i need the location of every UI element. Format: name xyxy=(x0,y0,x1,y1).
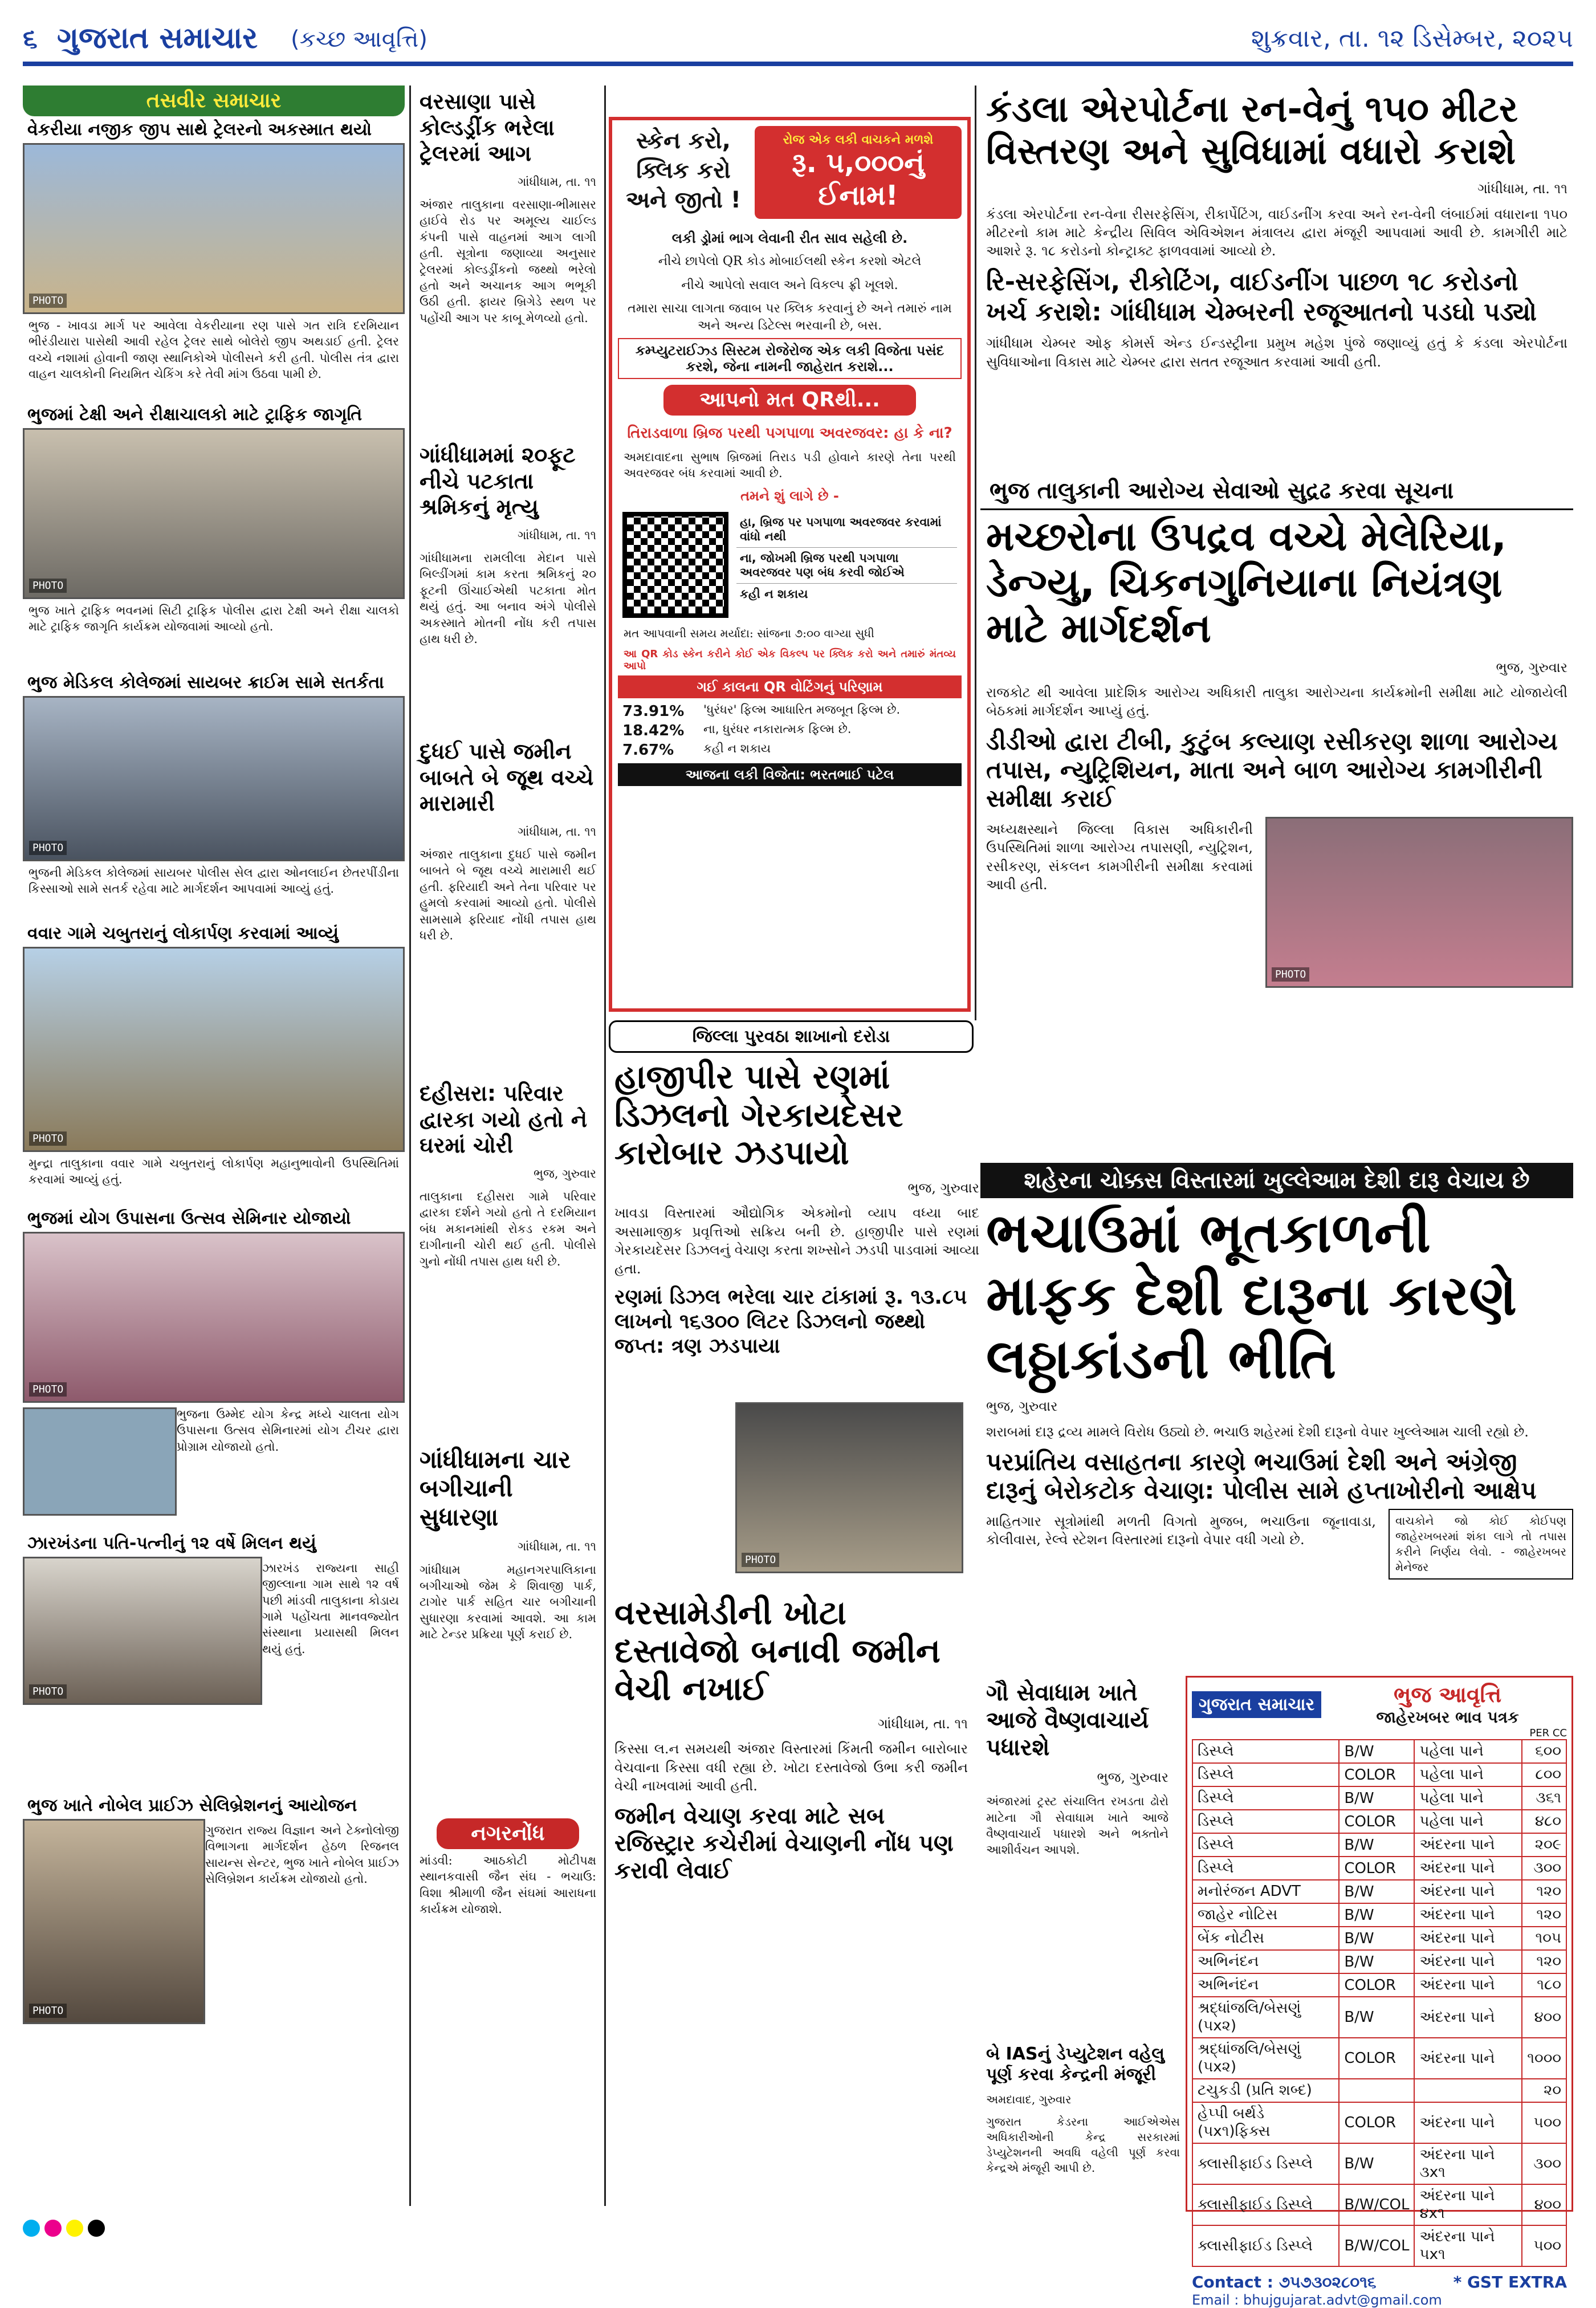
rate-price: ૨૦૯ xyxy=(1522,1833,1566,1857)
ad-rate-card xyxy=(1186,1676,1573,2308)
ias-dateline: અમદાવાદ, ગુરુવાર xyxy=(986,2093,1072,2106)
photo-story xyxy=(23,401,405,669)
rate-placement: અંદરના પાને xyxy=(1414,2038,1522,2079)
vote-option[interactable]: કહી ન શકાય xyxy=(740,587,808,601)
result-row xyxy=(622,703,957,720)
rate-price: ૧૨૦ xyxy=(1522,1903,1566,1927)
rate-price: ૫૦૦ xyxy=(1522,2225,1566,2266)
photo-story-caption: ઝારખંડ રાજ્યના સાહી જીલ્લાના ગામ સાથે ૧૨ વર્ષ પછી માંડવી તાલુકાના કોડાય ગામે પહોંચતા માનવજ્યોત સંસ્થાના પ્રયાસથી મિલન થયું હતું. xyxy=(262,1561,399,1656)
story-body: અંજાર તાલુકાના દુધઈ પાસે જમીન બાબતે બે જૂથ વચ્ચે મારામારી થઈ હતી. ફરિયાદી અને તેના પરિવાર પર હુમલો કરવામાં આવ્યો હતો. પોલીસે સામસામે ફરિયાદ નોંધી તપાસ હાથ ધરી છે. xyxy=(420,848,596,942)
rate-row xyxy=(1192,1763,1566,1786)
short-news-column xyxy=(414,86,602,2212)
rate-category: ક્લાસીફાઈડ ડિસ્પ્લે xyxy=(1192,2225,1339,2266)
chabutara-photo: PHOTO xyxy=(23,947,405,1152)
rate-row xyxy=(1192,1950,1566,1973)
diesel-body: ખાવડા વિસ્તારમાં ઔદ્યોગિક એકમોનો વ્યાપ વધ્યા બાદ અસામાજીક પ્રવૃત્તિઓ સક્રિય બની છે. હાજીપીર પાસે રણમાં ગેરકાયદેસર ડિઝલનું વેચાણ કરતા શખ્સોને ઝડપી પાડવામાં આવ્યા હતા. xyxy=(614,1205,979,1277)
health-dateline: ભુજ, ગુરુવાર xyxy=(1496,659,1567,675)
rate-placement: અંદરના પાને xyxy=(1414,1950,1522,1973)
prize-line: રોજ એક લકી વાચકને મળશે xyxy=(783,133,934,147)
contact-email[interactable]: bhujgujarat.advt@gmail.com xyxy=(1243,2292,1442,2308)
story-dateline: ગાંધીધામ, તા. ૧૧ xyxy=(517,1540,596,1554)
diesel-kicker: જિલ્લા પુરવઠા શાખાનો દરોડા xyxy=(609,1020,974,1053)
story-headline: દુધઈ પાસે જમીન બાબતે બે જૂથ વચ્ચે મારામારી xyxy=(420,739,594,816)
rate-category: ડિસ્પ્લે xyxy=(1192,1786,1339,1810)
rate-row xyxy=(1192,1927,1566,1950)
rate-placement: પહેલા પાને xyxy=(1414,1810,1522,1833)
story-headline: ગાંધીધામમાં ૨૦ફૂટ નીચે પટકાતા શ્રમિકનું મૃત્યુ xyxy=(420,442,576,520)
rate-placement: પહેલા પાને xyxy=(1414,1786,1522,1810)
gausevadham-headline: ગૌ સેવાધામ ખાતે આજે વૈષ્ણવાચાર્ય પધારશે xyxy=(986,1680,1149,1761)
rate-category: ડિસ્પ્લે xyxy=(1192,1833,1339,1857)
column-divider xyxy=(975,86,976,1020)
photo-story-title: ભુજ ખાતે નોબેલ પ્રાઈઝ સેલિબ્રેશનનું આયોજન xyxy=(27,1796,357,1816)
rate-type: B/W xyxy=(1339,2143,1414,2184)
qr-contest-box xyxy=(609,117,971,1012)
rate-price: ૧૦૫ xyxy=(1522,1927,1566,1950)
rate-category: ડિસ્પ્લે xyxy=(1192,1740,1339,1763)
paper-name: ગુજરાત સમાચાર xyxy=(57,21,258,55)
rate-type: B/W xyxy=(1339,1786,1414,1810)
result-text: ના, ધુરંધર નકારાત્મક ફિલ્મ છે. xyxy=(703,722,852,736)
reunion-photo: PHOTO xyxy=(23,1557,262,1705)
contact-label: Contact : xyxy=(1192,2273,1273,2291)
story-dateline: ભુજ, ગુરુવાર xyxy=(534,1166,596,1181)
story-headline: ગાંધીધામના ચાર બગીચાની સુધારણા xyxy=(420,1446,571,1531)
rate-category: ટચુકડી (પ્રતિ શબ્દ) xyxy=(1192,2079,1339,2102)
vote-note: આ QR કોડ સ્કેન કરીને કોઈ એક વિકલ્પ પર ક્લિક કરો અને તમારું મંતવ્ય આપો xyxy=(624,648,956,673)
photo-story-caption: મુન્દ્રા તાલુકાના વવાર ગામે ચબુતરાનું લોકાર્પણ મહાનુભાવોની ઉપસ્થિતિમાં કરવામાં આવ્યું હતું. xyxy=(28,1157,399,1187)
contest-step: નીચે છાપેલો QR કોડ મોબાઈલથી સ્કેન કરશો એટલે xyxy=(658,254,922,268)
vote-option[interactable]: હા, બ્રિજ પર પગપાળા અવરજવર કરવામાં વાંધો નથી xyxy=(736,512,957,548)
rate-placement xyxy=(1414,2079,1522,2102)
photo-story xyxy=(23,1530,405,1792)
rate-category: શ્રદ્ધાંજલિ/બેસણું (૫x૨) xyxy=(1192,2038,1339,2079)
news-story xyxy=(414,439,602,735)
story-body: ગાંધીધામ મહાનગરપાલિકાના બગીચાઓ જેમ કે શિવાજી પાર્ક, ટાગોર પાર્ક સહિત ચાર બગીચાની સુધારણા કરવામાં આવશે. આ કામ માટે ટેન્ડર પ્રક્રિયા પૂર્ણ કરાઈ છે. xyxy=(420,1562,596,1641)
rate-card-title: ભુજ આવૃત્તિ xyxy=(1393,1682,1502,1707)
photo-story-caption: ભુજ - ખાવડા માર્ગ પર આવેલા વેકરીયાના રણ પાસે ગત રાત્રિ દરમિયાન ભીરંડીયારા પાસેથી આવી રહેલ ટ્રેલર સાથે બોલેરો જીપ અથડાઈ હતી. ટ્રેલર વચ્ચે નશામાં હોવાની જાણ સ્થાનિકોએ પોલીસને કરી હતી. પોલીસ તંત્ર દ્વારા વાહન ચાલકોની નિયમિત ચેકિંગ કરે તેવી માંગ ઉઠવા પામી છે. xyxy=(28,319,399,381)
rate-table xyxy=(1192,1739,1567,2267)
rate-price: ૧૨૦ xyxy=(1522,1880,1566,1903)
news-story xyxy=(414,1442,602,1818)
rate-type: B/W xyxy=(1339,1903,1414,1927)
prize-amount: રૂ. ૫,૦૦૦નું ઈનામ! xyxy=(792,147,925,211)
rate-row xyxy=(1192,2079,1566,2102)
story-body: તાલુકાના દહીસરા ગામે પરિવાર દ્વારકા દર્શને ગયો હતો તે દરમિયાન બંધ મકાનમાંથી રોકડ રકમ અને દાગીનાની ચોરી થઈ હતી. પોલીસે ગુનો નોંધી તપાસ હાથ ધરી છે. xyxy=(420,1190,596,1268)
health-sub-headline: ડીડીઓ દ્વારા ટીબી, કુટુંબ કલ્યાણ રસીકરણ શાળા આરોગ્ય તપાસ, ન્યુટ્રિશિયન, માતા અને બાળ આરોગ્ય કામગીરીની સમીક્ષા કરાઈ xyxy=(986,727,1558,813)
story-dateline: ગાંધીધામ, તા. ૧૧ xyxy=(517,174,596,189)
contest-scan-text: સ્કેન કરો, ક્લિક કરો અને જીતો ! xyxy=(625,128,742,213)
kandla-dateline: ગાંધીધામ, તા. ૧૧ xyxy=(1477,181,1567,197)
prize-badge xyxy=(755,126,962,219)
rate-price: ૬૦૦ xyxy=(1522,1740,1566,1763)
bhachau-sub-headline: પરપ્રાંતિય વસાહતના કારણે ભચાઉમાં દેશી અને અંગ્રેજી દારૂનું બેરોકટોક વેચાણ: પોલીસ સામે હપ્તાખોરીનો આક્ષેપ xyxy=(986,1447,1537,1505)
question-head: તિરાડવાળા બ્રિજ પરથી પગપાળા અવરજવર: હા કે ના? xyxy=(627,424,952,442)
rate-type: B/W xyxy=(1339,1880,1414,1903)
result-text: 'ધુરંધર' ફિલ્મ આધારિત મજબૂત ફિલ્મ છે. xyxy=(703,703,901,717)
rate-placement: અંદરના પાને xyxy=(1414,1857,1522,1880)
rate-type: COLOR xyxy=(1339,1763,1414,1786)
nagarnondh-box xyxy=(414,1818,602,2138)
varsamedi-dateline: ગાંધીધામ, તા. ૧૧ xyxy=(878,1716,968,1732)
print-registration-marks xyxy=(23,2220,1573,2242)
story-body: અંજાર તાલુકાના વરસાણા-ભીમાસર હાઈવે રોડ પર અમૂલ્ય ચાઈલ્ડ કંપની પાસે વાહનમાં આગ લાગી હતી. સૂત્રોના જણાવ્યા અનુસાર ટ્રેલરમાં કોલ્ડડ્રીંકનો જથ્થો ભરેલો હતો અને અચાનક આગ ભભૂકી ઉઠી હતી. ફાયર બ્રિગેડે સ્થળ પર પહોંચી આગ પર કાબૂ મેળવ્યો હતો. xyxy=(420,198,596,325)
result-list xyxy=(618,698,962,763)
rate-placement: અંદરના પાને ૫x૧ xyxy=(1414,2225,1522,2266)
varsamedi-sub-headline: જમીન વેચાણ કરવા માટે સબ રજિસ્ટ્રાર કચેરીમાં વેચાણની નોંધ પણ કરાવી લેવાઈ xyxy=(614,1802,954,1884)
yoga-photo-small xyxy=(23,1407,177,1516)
rate-row xyxy=(1192,1857,1566,1880)
seminar-photo: PHOTO xyxy=(23,696,405,861)
photo-story xyxy=(23,116,405,401)
photo-story-title: ઝારખંડના પતિ-પત્નીનું ૧૨ વર્ષે મિલન થયું xyxy=(27,1533,316,1553)
story-headline: વરસાણા પાસે કોલ્ડડ્રીંક ભરેલા ટ્રેલરમાં આગ xyxy=(420,89,555,166)
column-divider xyxy=(409,86,411,2206)
rate-type: B/W/COL xyxy=(1339,2225,1414,2266)
rate-row xyxy=(1192,2038,1566,2079)
news-story xyxy=(414,1077,602,1442)
contest-step: તમારા સાચા લાગતા જવાબ પર ક્લિક કરવાનું છે અને તમારું નામ અને અન્ય ડિટેલ્સ ભરવાની છે, બસ. xyxy=(628,302,952,333)
masthead-rule xyxy=(23,62,1573,66)
gst-note: * GST EXTRA xyxy=(1453,2273,1567,2291)
rate-row xyxy=(1192,1903,1566,1927)
rate-category: હેપ્પી બર્થડે (૫x૧)ફિક્સ xyxy=(1192,2102,1339,2143)
rate-type: B/W xyxy=(1339,1740,1414,1763)
picture-news-column xyxy=(23,86,405,2212)
kandla-body: કંડલા એરપોર્ટના રન-વેના રીસરફેસિંગ, રીકાર્પેટિંગ, વાઈડનીંગ કરવા અને રન-વેની લંબાઈમાં વધારાના ૧૫૦ મીટરનો કામ માટે કેન્દ્રીય સિવિલ એવિએશન મંત્રાલય દ્વારા મંજૂરી આપવામાં આવી છે. કામગીરી માટે આશરે રૂ. ૧૮ કરોડનો કોન્ટ્રાક્ટ ફાળવવામાં આવ્યો છે. xyxy=(986,206,1567,259)
rate-price: ૨૦ xyxy=(1522,2079,1566,2102)
story-dateline: ગાંધીધામ, તા. ૧૧ xyxy=(517,824,596,838)
rate-placement: અંદરના પાને ૪x૧ xyxy=(1414,2184,1522,2225)
advertiser-notice: વાચકોને જો કોઈ કોઈપણ જાહેરખબરમાં શંકા લાગે તો તપાસ કરીને નિર્ણય લેવો. - જાહેરખબર મેનેજર xyxy=(1389,1509,1573,1580)
diesel-sub-headline: રણમાં ડિઝલ ભરેલા ચાર ટાંકામાં રૂ. ૧૩.૮૫ લાખનો ૧૬૩૦૦ લિટર ડિઝલનો જથ્થો જપ્ત: ત્રણ ઝડપાયા xyxy=(614,1285,967,1358)
nagarnondh-band: નગરનોંધ xyxy=(437,1818,579,1849)
ias-story xyxy=(980,2041,1186,2212)
rate-placement: અંદરના પાને xyxy=(1414,1833,1522,1857)
photo-story-caption: ભુજની મેડિકલ કોલેજમાં સાયબર પોલીસ સેલ દ્વારા ઓનલાઈન છેતરપીંડીના કિસ્સાઓ સામે સતર્ક રહેવા માટે માર્ગદર્શન આપવામાં આવ્યું હતું. xyxy=(28,866,399,896)
rate-card-brand: ગુજરાત સમાચાર xyxy=(1192,1691,1321,1718)
rate-placement: અંદરના પાને xyxy=(1414,1903,1522,1927)
bhachau-headline: ભચાઉમાં ભૂતકાળની માફક દેશી દારૂના કારણે લઠ્ઠાકાંડની ભીતિ xyxy=(986,1201,1517,1391)
health-body: રાજકોટ થી આવેલા પ્રાદેશિક આરોગ્ય અધિકારી તાલુકા આરોગ્યના કાર્યક્રમોની સમીક્ષા માટે યોજાયેલી બેઠકમાં માર્ગદર્શન આપ્યું હતું. xyxy=(986,684,1567,719)
rate-type: COLOR xyxy=(1339,1973,1414,1997)
column-divider xyxy=(604,86,606,2206)
ias-body: ગુજરાત કેડરના આઈએએસ અધિકારીઓની કેન્દ્ર સરકારમાં ડેપ્યુટેશનની અવધિ વહેલી પૂર્ણ કરવા કેન્દ્રએ મંજૂરી આપી છે. xyxy=(986,2115,1180,2175)
photo-story-caption: ભુજ ખાતે ટ્રાફિક ભવનમાં સિટી ટ્રાફિક પોલીસ દ્વારા ટેક્ષી અને રીક્ષા ચાલકો માટે ટ્રાફિક જાગૃતિ કાર્યક્રમ યોજવામાં આવ્યો હતો. xyxy=(28,604,399,634)
diesel-tank-photo: PHOTO xyxy=(735,1402,963,1573)
rate-placement: અંદરના પાને xyxy=(1414,1927,1522,1950)
diesel-dateline: ભુજ, ગુરુવાર xyxy=(907,1180,979,1196)
rate-placement: અંદરના પાને xyxy=(1414,2102,1522,2143)
news-story xyxy=(414,735,602,1077)
gausevadham-body: અંજારમાં ટ્રસ્ટ સંચાલિત રખડતા ઢોરો માટેના ગૌ સેવાધામ ખાતે આજે વૈષ્ણવાચાર્ય પધારશે અને ભક્તોને આશીર્વચન આપશે. xyxy=(986,1794,1168,1857)
vote-option[interactable]: ના, જોખમી બ્રિજ પરથી પગપાળા અવરજવર પણ બંધ કરવી જોઈએ xyxy=(736,548,957,584)
story-dateline: ગાંધીધામ, તા. ૧૧ xyxy=(517,528,596,542)
contest-step: નીચે આપેલો સવાલ અને વિકલ્પ ફ્રી ખૂલશે. xyxy=(681,278,898,292)
health-kicker: ભુજ તાલુકાની આરોગ્ય સેવાઓ સુદ્રઢ કરવા સૂચના xyxy=(980,473,1573,510)
kandla-sub-body: ગાંધીધામ ચેમ્બર ઓફ કોમર્સ એન્ડ ઈન્ડસ્ટ્રીના પ્રમુખ મહેશ પુંજે જણાવ્યું હતું કે કંડલા એરપોર્ટના સુવિધાઓના વિકાસ માટે ચેમ્બર દ્વારા સતત રજૂઆત કરવામાં આવી હતી. xyxy=(986,335,1567,370)
rate-type: COLOR xyxy=(1339,2102,1414,2143)
edition-label: (કચ્છ આવૃત્તિ) xyxy=(291,26,427,52)
bhachau-dateline: ભુજ, ગુરુવાર xyxy=(986,1398,1058,1415)
vote-band: આપનો મત QRથી... xyxy=(663,385,916,416)
photo-story xyxy=(23,920,405,1205)
health-headline: મચ્છરોના ઉપદ્રવ વચ્ચે મેલેરિયા, ડેન્ગ્યુ, ચિકનગુનિયાના નિયંત્રણ માટે માર્ગદર્શન xyxy=(986,513,1507,652)
photo-story-title: વવાર ગામે ચબુતરાનું લોકાર્પણ કરવામાં આવ્યું xyxy=(27,923,339,943)
photo-story xyxy=(23,1205,405,1530)
varsamedi-body: કિસ્સા લ.ન સમયથી અંજાર વિસ્તારમાં કિંમતી જમીન બારોબાર વેચવાના કિસ્સા વધી રહ્યા છે. ખોટા દસ્તાવેજો ઉભા કરી જમીન વેચી નાખવામાં આવી હતી. xyxy=(614,1741,968,1794)
vote-deadline: મત આપવાની સમય મર્યાદા: સાંજના ૭:૦૦ વાગ્યા સુધી xyxy=(624,626,874,641)
nagarnondh-body: માંડવી: આઠકોટી મોટીપક્ષ સ્થાનકવાસી જૈન સંઘ - ભચાઉ: વિશા શ્રીમાળી જૈન સંઘમાં આરાધના કાર્યક્રમ યોજાશે. xyxy=(420,1854,596,1916)
photo-story-title: ભુજમાં ટેક્ષી અને રીક્ષાચાલકો માટે ટ્રાફિક જાગૃતિ xyxy=(27,405,363,425)
qr-code[interactable] xyxy=(622,512,728,618)
rate-category: શ્રદ્ધાંજલિ/બેસણું (૫x૨) xyxy=(1192,1997,1339,2038)
question-sub: તમને શું લાગે છે - xyxy=(740,488,839,504)
result-percent: 7.67% xyxy=(622,742,674,759)
result-percent: 73.91% xyxy=(622,703,685,721)
rate-price: ૪૦૦ xyxy=(1522,1997,1566,2038)
rate-type: B/W/COL xyxy=(1339,2184,1414,2225)
varsamedi-story xyxy=(609,1590,974,2206)
result-row xyxy=(622,722,957,739)
rate-type: B/W xyxy=(1339,1833,1414,1857)
rate-placement: પહેલા પાને xyxy=(1414,1740,1522,1763)
winner-band: આજના લકી વિજેતા: ભરતભાઈ પટેલ xyxy=(618,763,962,786)
contest-how-title: લકી ડ્રોમાં ભાગ લેવાની રીત સાવ સહેલી છે. xyxy=(671,230,908,246)
photo-story-caption: ગુજરાત રાજ્ય વિજ્ઞાન અને ટેક્નોલોજી વિભાગના માર્ગદર્શન હેઠળ રિજનલ સાયન્સ સેન્ટર, ભુજ ખાતે નોબેલ પ્રાઈઝ સેલિબ્રેશન કાર્યક્રમ યોજાયો હતો. xyxy=(205,1823,399,1886)
rate-category: ડિસ્પ્લે xyxy=(1192,1857,1339,1880)
traffic-meeting-photo: PHOTO xyxy=(23,428,405,599)
gausevadham-story xyxy=(980,1676,1174,2041)
rate-price: ૩૦૦ xyxy=(1522,1857,1566,1880)
kandla-sub-headline: રિ-સરફેસિંગ, રીકોટિંગ, વાઈડનીંગ પાછળ ૧૮ કરોડનો ખર્ચ કરાશે: ગાંધીધામ ચેમ્બરની રજૂઆતનો પડઘો પડ્યો xyxy=(986,267,1537,327)
rate-price: ૧૮૦ xyxy=(1522,1973,1566,1997)
rate-row xyxy=(1192,1740,1566,1763)
photo-story-title: વેકરીયા નજીક જીપ સાથે ટ્રેલરનો અકસ્માત થયો xyxy=(27,120,372,140)
rate-category: મનોરંજન ADVT xyxy=(1192,1880,1339,1903)
photo-story-caption: ભુજના ઉમ્મેદ યોગ કેન્દ્ર મધ્યે ચાલતા યોગ ઉપાસના ઉત્સવ સેમિનારમાં યોગ ટીચર દ્વારા પ્રોગ્રામ યોજાયો હતો. xyxy=(177,1407,399,1454)
rate-price: ૧૨૦ xyxy=(1522,1950,1566,1973)
diesel-headline: હાજીપીર પાસે રણમાં ડિઝલનો ગેરકાયદેસર કારોબાર ઝડપાયો xyxy=(614,1057,903,1173)
rate-category: ડિસ્પ્લે xyxy=(1192,1810,1339,1833)
health-meeting-photo: PHOTO xyxy=(1265,817,1573,988)
rate-type: COLOR xyxy=(1339,1857,1414,1880)
nobel-photo: PHOTO xyxy=(23,1819,205,2024)
ias-headline: બે IASનું ડેપ્યુટેશન વહેલુ પૂર્ણ કરવા કેન્દ્રની મંજૂરી xyxy=(986,2044,1165,2085)
email-label: Email : xyxy=(1192,2292,1239,2308)
rate-row xyxy=(1192,1880,1566,1903)
rate-placement: અંદરના પાને xyxy=(1414,1997,1522,2038)
photo-story-title: ભુજ મેડિકલ કોલેજમાં સાયબર ક્રાઈમ સામે સતર્કતા xyxy=(27,673,384,693)
story-body: ગાંધીધામના રામલીલા મેદાન પાસે બિલ્ડીંગમાં કામ કરતા શ્રમિકનું ૨૦ ફૂટની ઊંચાઈએથી પટકાતા મોત થયું હતું. આ બનાવ અંગે પોલીસે અકસ્માતે મોતની નોંધ કરી તપાસ હાથ ધરી છે. xyxy=(420,551,596,646)
rate-card-unit: PER CC xyxy=(1529,1727,1567,1739)
health-sub-body: અધ્યક્ષસ્થાને જિલ્લા વિકાસ અધિકારીની ઉપસ્થિતિમાં શાળા આરોગ્ય તપાસણી, ન્યુટ્રિશન, રસીકરણ, સંકલન કામગીરીની સમીક્ષા કરવામાં આવી હતી. xyxy=(986,821,1253,893)
contact-phone[interactable]: ૭૫૭૩૦૨૮૦૧૬ xyxy=(1279,2273,1377,2291)
rate-price: ૫૦૦ xyxy=(1522,2102,1566,2143)
rate-category: ક્લાસીફાઈડ ડિસ્પ્લે xyxy=(1192,2143,1339,2184)
yoga-photo: PHOTO xyxy=(23,1232,405,1403)
kandla-story xyxy=(980,86,1573,473)
rate-category: ક્લાસીફાઈડ ડિસ્પ્લે xyxy=(1192,2184,1339,2225)
gausevadham-dateline: ભુજ, ગુરુવાર xyxy=(1097,1769,1168,1785)
contest-step: કમ્પ્યુટરાઈઝ્ડ સિસ્ટમ રોજેરોજ એક લકી વિજેતા પસંદ કરશે, જેના નામની જાહેરાત કરાશે... xyxy=(618,338,962,379)
question-body: અમદાવાદના સુભાષ બ્રિજમાં તિરાડ પડી હોવાને કારણે તેના પરથી અવરજવર બંધ કરવામાં આવી છે. xyxy=(624,450,956,481)
accident-photo: PHOTO xyxy=(23,143,405,314)
picture-news-band: તસવીર સમાચાર xyxy=(23,86,405,116)
rate-placement: પહેલા પાને xyxy=(1414,1763,1522,1786)
rate-price: ૩૬૧ xyxy=(1522,1786,1566,1810)
rate-category: અભિનંદન xyxy=(1192,1973,1339,1997)
rate-row xyxy=(1192,2143,1566,2184)
kandla-headline: કંડલા એરપોર્ટના રન-વેનું ૧૫૦ મીટર વિસ્તરણ અને સુવિધામાં વધારો કરાશે xyxy=(986,88,1518,173)
rate-type: B/W xyxy=(1339,1927,1414,1950)
rate-row xyxy=(1192,1997,1566,2038)
rate-row xyxy=(1192,1833,1566,1857)
varsamedi-headline: વરસામેડીની ખોટા દસ્તાવેજો બનાવી જમીન વેચી નખાઈ xyxy=(614,1593,941,1708)
rate-category: ડિસ્પ્લે xyxy=(1192,1763,1339,1786)
rate-row xyxy=(1192,1973,1566,1997)
rate-type: COLOR xyxy=(1339,2038,1414,2079)
rate-row xyxy=(1192,2102,1566,2143)
rate-type xyxy=(1339,2079,1414,2102)
result-band: ગઈ કાલના QR વોટિંગનું પરિણામ xyxy=(618,675,962,698)
rate-category: બેંક નોટીસ xyxy=(1192,1927,1339,1950)
issue-date: શુક્રવાર, તા. ૧૨ ડિસેમ્બર, ૨૦૨૫ xyxy=(1251,24,1573,53)
story-headline: દહીસરા: પરિવાર દ્વારકા ગયો હતો ને ઘરમાં ચોરી xyxy=(420,1081,588,1158)
bhachau-story xyxy=(980,1163,1573,1670)
result-text: કહી ન શકાય xyxy=(703,742,771,756)
rate-placement: અંદરના પાને ૩x૧ xyxy=(1414,2143,1522,2184)
bhachau-sub-body: માહિતગાર સૂત્રોમાંથી મળતી વિગતો મુજબ, ભચાઉના જૂનાવાડા, કોલીવાસ, રેલ્વે સ્ટેશન વિસ્તારમાં દારૂનો વેપાર વધી ગયો છે. xyxy=(986,1513,1376,1548)
rate-card-subtitle: જાહેરખબર ભાવ પત્રક xyxy=(1376,1708,1519,1727)
rate-category: જાહેર નોટિસ xyxy=(1192,1903,1339,1927)
result-percent: 18.42% xyxy=(622,722,685,740)
rate-category: અભિનંદન xyxy=(1192,1950,1339,1973)
rate-row xyxy=(1192,1810,1566,1833)
rate-price: ૧૦૦૦ xyxy=(1522,2038,1566,2079)
rate-price: ૩૦૦ xyxy=(1522,2143,1566,2184)
masthead xyxy=(23,17,1573,80)
page-number: ૬ xyxy=(23,23,38,54)
photo-story-title: ભુજમાં યોગ ઉપાસના ઉત્સવ સેમિનાર યોજાયો xyxy=(27,1208,351,1228)
news-story xyxy=(414,86,602,439)
rate-type: COLOR xyxy=(1339,1810,1414,1833)
rate-placement: અંદરના પાને xyxy=(1414,1880,1522,1903)
rate-price: ૮૦૦ xyxy=(1522,1763,1566,1786)
bhachau-kicker: શહેરના ચોક્કસ વિસ્તારમાં ખુલ્લેઆમ દેશી દારૂ વેચાય છે xyxy=(980,1163,1573,1198)
rate-placement: અંદરના પાને xyxy=(1414,1973,1522,1997)
bhachau-body: શરાબમાં દારૂ દ્રવ્ય મામલે વિરોધ ઉઠ્યો છે. ભચાઉ શહેરમાં દેશી દારૂનો વેપાર ખુલ્લેઆમ ચાલી રહ્યો છે. xyxy=(986,1423,1529,1440)
result-row xyxy=(622,742,957,759)
rate-type: B/W xyxy=(1339,1950,1414,1973)
rate-row xyxy=(1192,1786,1566,1810)
rate-price: ૪૦૦ xyxy=(1522,2184,1566,2225)
rate-price: ૪૮૦ xyxy=(1522,1810,1566,1833)
photo-story xyxy=(23,669,405,920)
photo-story xyxy=(23,1792,405,2111)
rate-type: B/W xyxy=(1339,1997,1414,2038)
